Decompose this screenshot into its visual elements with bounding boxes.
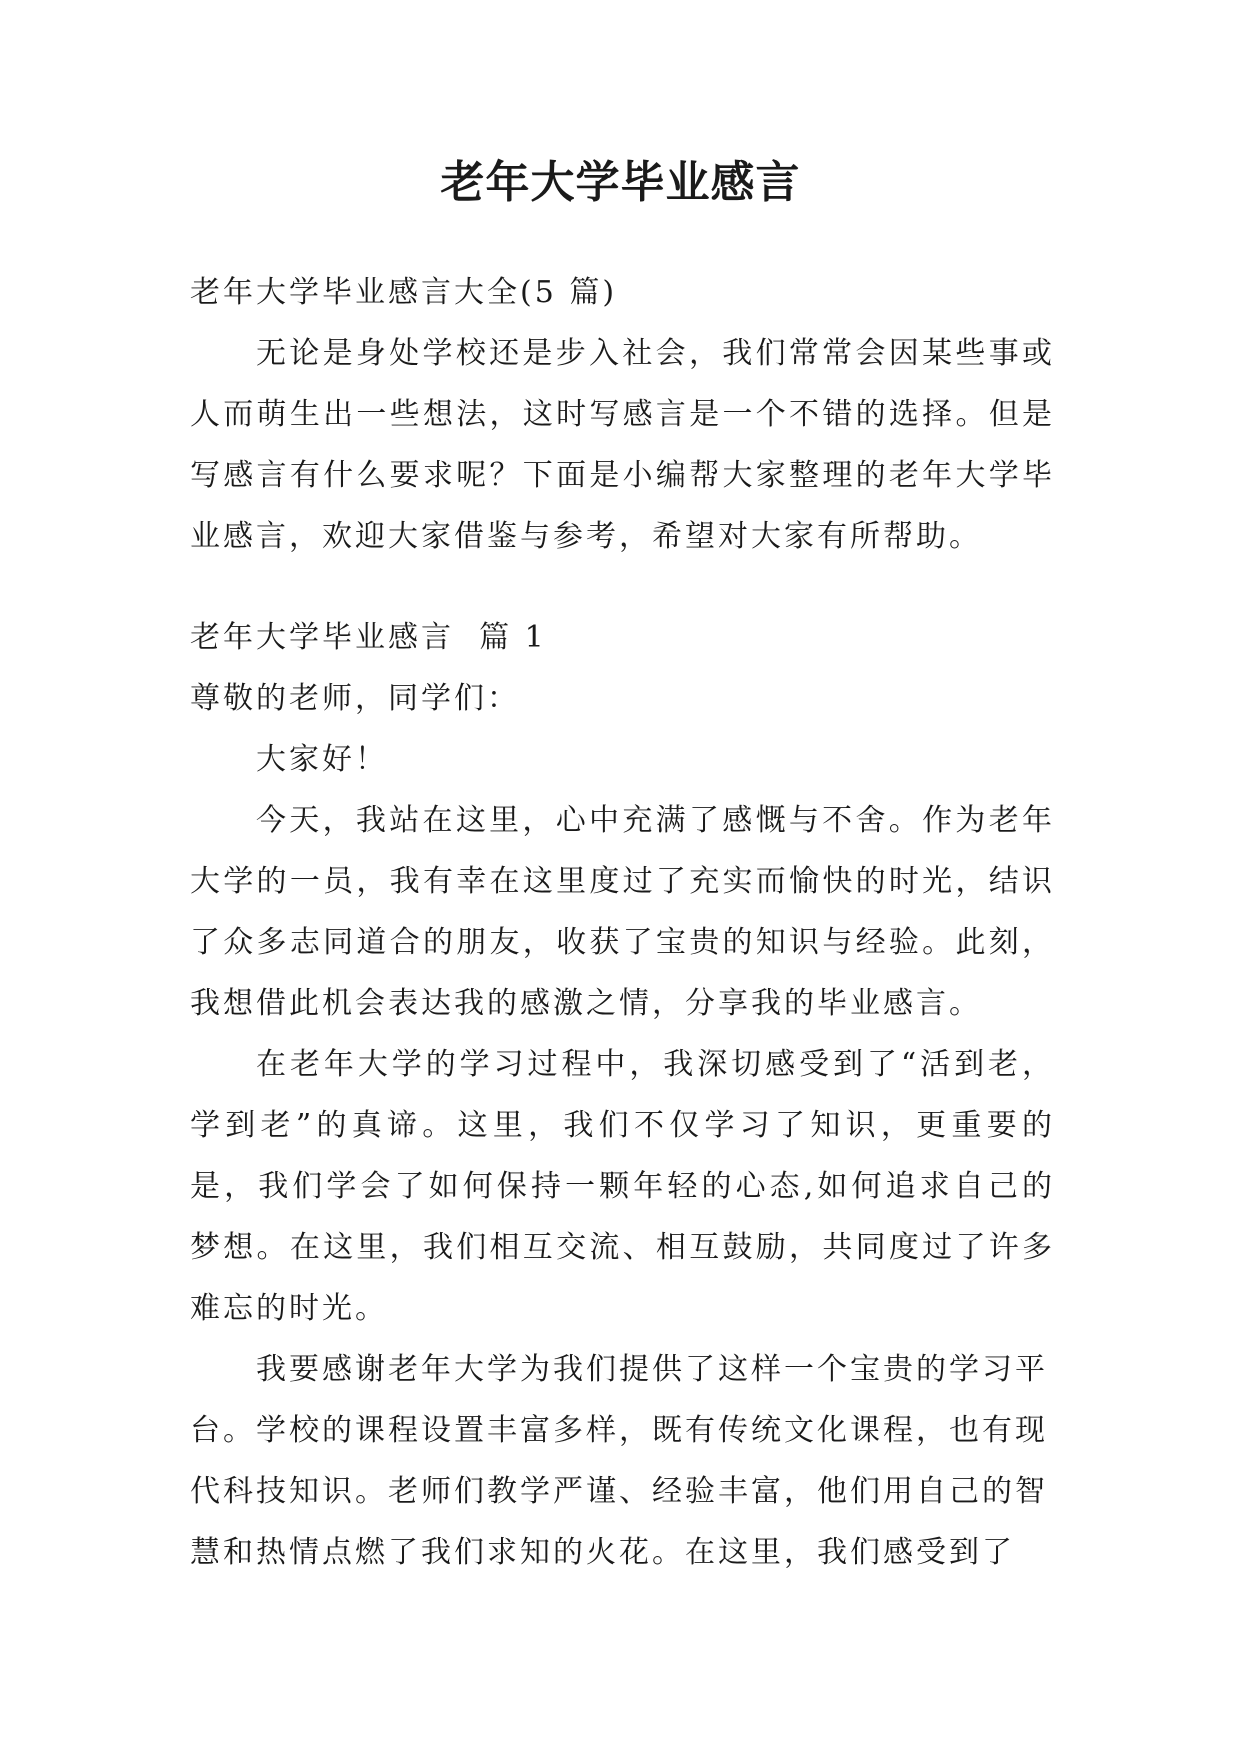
document-title: 老年大学毕业感言 — [440, 157, 801, 208]
intro-paragraph: 无论是身处学校还是步入社会，我们常常会因某些事或人而萌生出一些想法，这时写感言是一个不错的选择。但是写感言有什么要求呢？下面是小编帮大家整理的老年大学毕业感言，欢迎大家借鉴与参考，希望对大家有所帮助。 — [190, 336, 1055, 554]
body-paragraph: 我要感谢老年大学为我们提供了这样一个宝贵的学习平台。学校的课程设置丰富多样，既有传统文化课程，也有现代科技知识。老师们教学严谨、经验丰富，他们用自己的智慧和热情点燃了我们求知的火花。在这里，我们感受到了 — [190, 1352, 1048, 1570]
section-heading: 老年大学毕业感言 篇 1 — [190, 620, 547, 655]
salutation: 尊敬的老师，同学们： — [190, 681, 520, 716]
document-body — [190, 262, 1055, 1583]
document-subtitle: 老年大学毕业感言大全(5 篇) — [190, 275, 618, 310]
body-paragraph: 今天，我站在这里，心中充满了感慨与不舍。作为老年大学的一员，我有幸在这里度过了充实而愉快的时光，结识了众多志同道合的朋友，收获了宝贵的知识与经验。此刻，我想借此机会表达我的感激之情，分享我的毕业感言。 — [190, 803, 1055, 1021]
greeting: 大家好！ — [256, 742, 388, 777]
body-paragraph: 在老年大学的学习过程中，我深切感受到了“活到老，学到老”的真谛。这里，我们不仅学习了知识，更重要的是，我们学会了如何保持一颗年轻的心态,如何追求自己的梦想。在这里，我们相互交流、相互鼓励，共同度过了许多难忘的时光。 — [190, 1047, 1055, 1326]
